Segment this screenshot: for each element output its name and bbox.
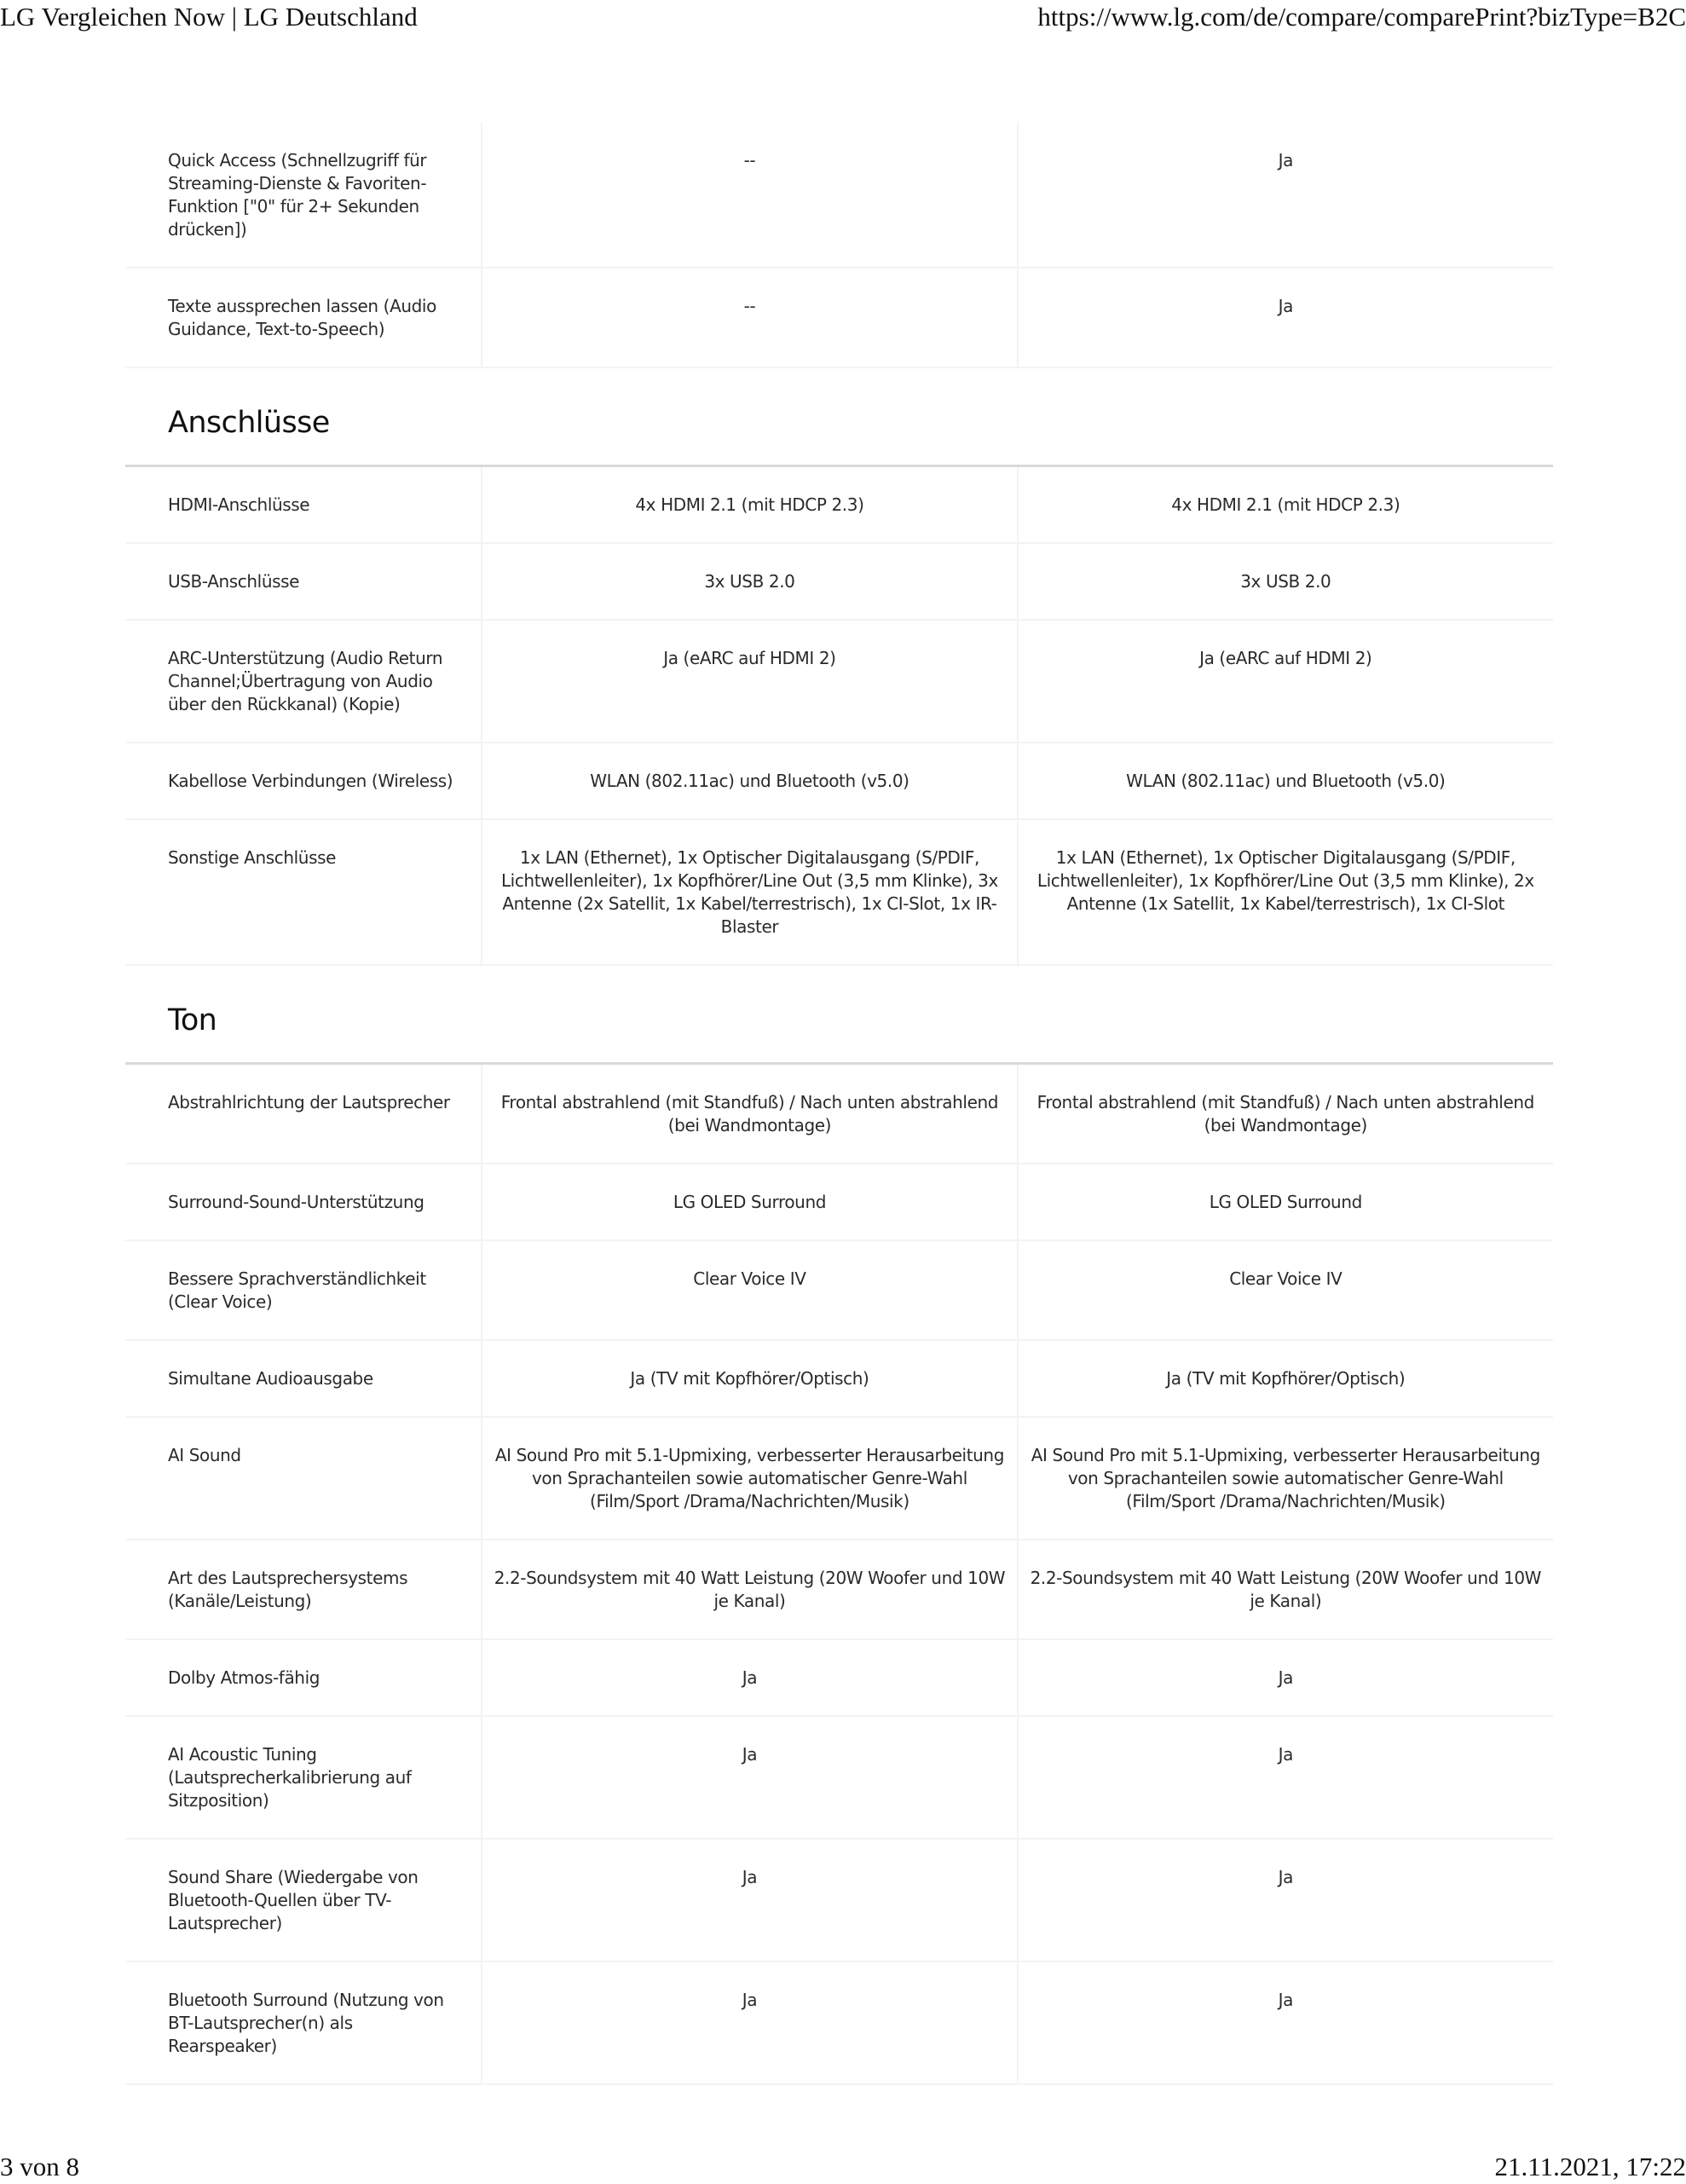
spec-label: Art des Lautsprechersystems (Kanäle/Leistung): [125, 1540, 482, 1639]
spec-value-product-1: Clear Voice IV: [482, 1240, 1017, 1340]
spec-label: Sonstige Anschlüsse: [125, 819, 482, 965]
spec-row: [125, 1240, 1553, 1340]
spec-row: [125, 1540, 1553, 1639]
spec-value-product-1: Ja: [482, 1716, 1017, 1839]
spec-value-product-2: Ja: [1018, 268, 1553, 367]
spec-table: [125, 123, 1553, 368]
spec-value-product-2: Ja: [1018, 1839, 1553, 1962]
spec-value-product-2: Ja (TV mit Kopfhörer/Optisch): [1018, 1340, 1553, 1417]
spec-label: Kabellose Verbindungen (Wireless): [125, 742, 482, 819]
spec-value-product-2: LG OLED Surround: [1018, 1164, 1553, 1240]
print-datetime: 21.11.2021, 17:22: [1494, 2152, 1686, 2181]
spec-section: [125, 966, 1553, 2085]
spec-value-product-1: WLAN (802.11ac) und Bluetooth (v5.0): [482, 742, 1017, 819]
comparison-content: [125, 123, 1553, 2085]
page-title: LG Vergleichen Now | LG Deutschland: [0, 2, 418, 32]
spec-label: Surround-Sound-Unterstützung: [125, 1164, 482, 1240]
print-header: [0, 0, 1686, 34]
spec-label: Simultane Audioausgabe: [125, 1340, 482, 1417]
spec-label: HDMI-Anschlüsse: [125, 467, 482, 543]
page-number: 3 von 8: [0, 2152, 79, 2181]
spec-value-product-1: 1x LAN (Ethernet), 1x Optischer Digitalausgang (S/PDIF, Lichtwellenleiter), 1x Kopfhörer/Line Out (3,5 mm Klinke), 3x Antenne (2x Satellit, 1x Kabel/terrestrisch), 1x CI-Slot, 1x IR-Blaster: [482, 819, 1017, 965]
spec-label: Quick Access (Schnellzugriff für Streaming-Dienste & Favoriten-Funktion ["0" für 2+ Sekunden drücken]): [125, 123, 482, 268]
spec-label: Texte aussprechen lassen (Audio Guidance, Text-to-Speech): [125, 268, 482, 367]
spec-row: [125, 1716, 1553, 1839]
spec-value-product-2: 1x LAN (Ethernet), 1x Optischer Digitalausgang (S/PDIF, Lichtwellenleiter), 1x Kopfhörer/Line Out (3,5 mm Klinke), 2x Antenne (1x Satellit, 1x Kabel/terrestrisch), 1x CI-Slot: [1018, 819, 1553, 965]
spec-value-product-2: Ja: [1018, 1716, 1553, 1839]
spec-label: Bessere Sprachverständlichkeit (Clear Voice): [125, 1240, 482, 1340]
spec-row: [125, 268, 1553, 367]
spec-value-product-2: AI Sound Pro mit 5.1-Upmixing, verbesserter Herausarbeitung von Sprachanteilen sowie automatischer Genre-Wahl (Film/Sport /Drama/Nachrichten/Musik): [1018, 1417, 1553, 1540]
spec-table: [125, 1065, 1553, 2085]
spec-value-product-2: Ja (eARC auf HDMI 2): [1018, 620, 1553, 742]
spec-value-product-2: 3x USB 2.0: [1018, 543, 1553, 620]
spec-value-product-2: Ja: [1018, 123, 1553, 268]
spec-row: [125, 1065, 1553, 1164]
spec-row: [125, 1417, 1553, 1540]
spec-label: Abstrahlrichtung der Lautsprecher: [125, 1065, 482, 1164]
spec-row: [125, 1639, 1553, 1716]
spec-row: [125, 1962, 1553, 2084]
spec-row: [125, 123, 1553, 268]
spec-value-product-1: Ja: [482, 1639, 1017, 1716]
page-url: https://www.lg.com/de/compare/comparePrint?bizType=B2C: [1037, 2, 1686, 32]
spec-section: [125, 368, 1553, 966]
spec-value-product-1: LG OLED Surround: [482, 1164, 1017, 1240]
spec-row: [125, 467, 1553, 543]
spec-row: [125, 620, 1553, 742]
spec-row: [125, 819, 1553, 965]
section-heading: Ton: [125, 966, 1553, 1065]
spec-value-product-1: 2.2-Soundsystem mit 40 Watt Leistung (20W Woofer und 10W je Kanal): [482, 1540, 1017, 1639]
spec-value-product-1: Ja (eARC auf HDMI 2): [482, 620, 1017, 742]
section-heading: Anschlüsse: [125, 368, 1553, 467]
print-footer: [0, 2150, 1686, 2184]
spec-value-product-1: 3x USB 2.0: [482, 543, 1017, 620]
spec-value-product-1: --: [482, 268, 1017, 367]
spec-value-product-1: Ja: [482, 1962, 1017, 2084]
spec-value-product-2: WLAN (802.11ac) und Bluetooth (v5.0): [1018, 742, 1553, 819]
spec-value-product-1: AI Sound Pro mit 5.1-Upmixing, verbesserter Herausarbeitung von Sprachanteilen sowie automatischer Genre-Wahl (Film/Sport /Drama/Nachrichten/Musik): [482, 1417, 1017, 1540]
spec-value-product-1: --: [482, 123, 1017, 268]
spec-value-product-2: Ja: [1018, 1962, 1553, 2084]
spec-label: Bluetooth Surround (Nutzung von BT-Lautsprecher(n) als Rearspeaker): [125, 1962, 482, 2084]
spec-label: Dolby Atmos-fähig: [125, 1639, 482, 1716]
spec-value-product-2: Clear Voice IV: [1018, 1240, 1553, 1340]
spec-value-product-2: Ja: [1018, 1639, 1553, 1716]
spec-row: [125, 543, 1553, 620]
spec-row: [125, 742, 1553, 819]
spec-value-product-1: Ja (TV mit Kopfhörer/Optisch): [482, 1340, 1017, 1417]
spec-value-product-1: 4x HDMI 2.1 (mit HDCP 2.3): [482, 467, 1017, 543]
spec-row: [125, 1340, 1553, 1417]
spec-value-product-1: Ja: [482, 1839, 1017, 1962]
spec-value-product-2: 2.2-Soundsystem mit 40 Watt Leistung (20W Woofer und 10W je Kanal): [1018, 1540, 1553, 1639]
spec-value-product-2: 4x HDMI 2.1 (mit HDCP 2.3): [1018, 467, 1553, 543]
spec-section: [125, 123, 1553, 368]
spec-table: [125, 467, 1553, 966]
spec-label: AI Sound: [125, 1417, 482, 1540]
spec-row: [125, 1164, 1553, 1240]
spec-value-product-1: Frontal abstrahlend (mit Standfuß) / Nach unten abstrahlend (bei Wandmontage): [482, 1065, 1017, 1164]
spec-label: USB-Anschlüsse: [125, 543, 482, 620]
spec-row: [125, 1839, 1553, 1962]
spec-label: Sound Share (Wiedergabe von Bluetooth-Quellen über TV-Lautsprecher): [125, 1839, 482, 1962]
spec-label: AI Acoustic Tuning (Lautsprecherkalibrierung auf Sitzposition): [125, 1716, 482, 1839]
spec-value-product-2: Frontal abstrahlend (mit Standfuß) / Nach unten abstrahlend (bei Wandmontage): [1018, 1065, 1553, 1164]
spec-label: ARC-Unterstützung (Audio Return Channel;Übertragung von Audio über den Rückkanal) (Kopie): [125, 620, 482, 742]
